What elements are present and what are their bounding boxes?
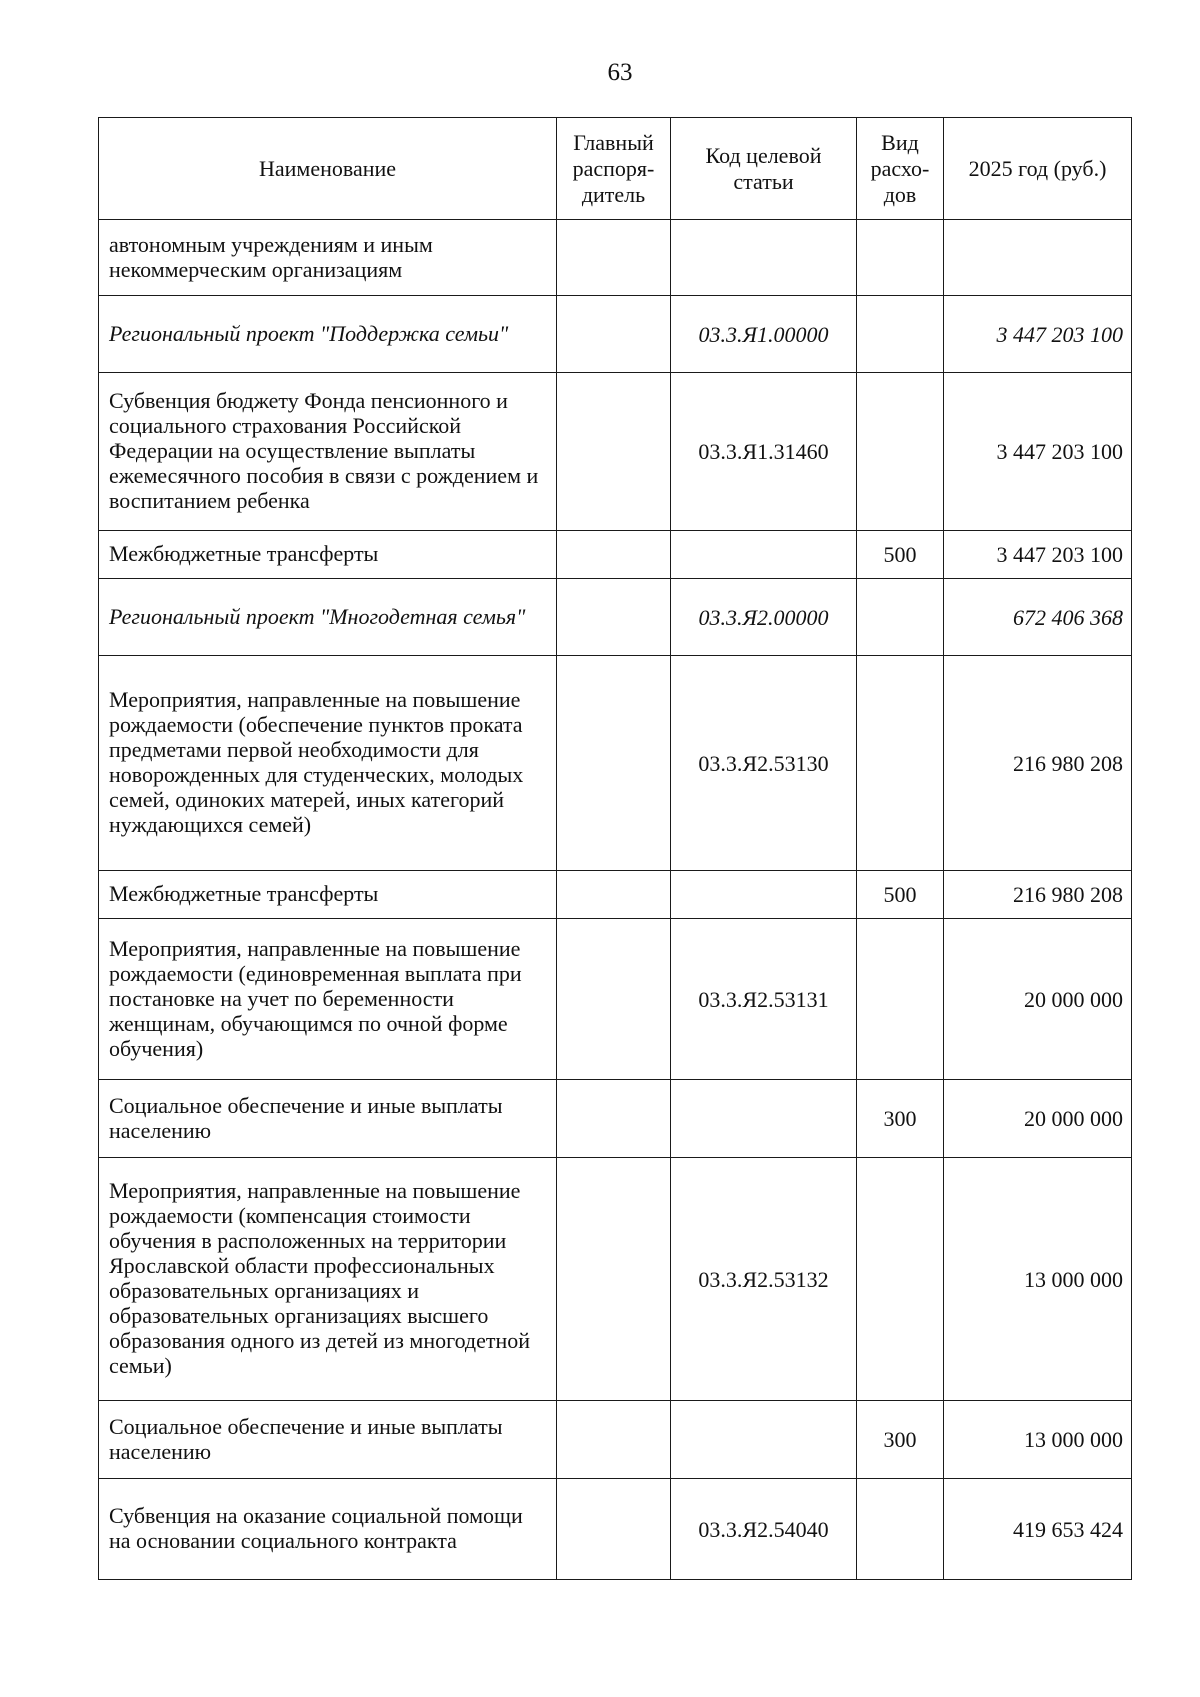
table-row xyxy=(99,919,1132,1080)
row-sum: 3 447 203 100 xyxy=(944,296,1132,373)
table-row xyxy=(99,871,1132,919)
row-sum xyxy=(944,220,1132,296)
table-row xyxy=(99,296,1132,373)
row-main-manager xyxy=(557,871,671,919)
row-target-code: 03.3.Я2.53132 xyxy=(671,1158,857,1401)
row-main-manager xyxy=(557,1401,671,1479)
row-expense-type xyxy=(857,919,944,1080)
row-main-manager xyxy=(557,579,671,656)
row-name: Региональный проект "Поддержка семьи" xyxy=(99,296,557,373)
row-name: Мероприятия, направленные на повышение рождаемости (компенсация стоимости обучения в расположенных на территории Ярославской области профессиональных образовательных организациях и образовательных организациях высшего образования одного из детей из многодетной семьи) xyxy=(99,1158,557,1401)
row-sum: 3 447 203 100 xyxy=(944,531,1132,579)
table-row xyxy=(99,579,1132,656)
header-target-code: Код целевой статьи xyxy=(671,118,857,220)
table-row xyxy=(99,1080,1132,1158)
header-main-manager: Главный распоря-дитель xyxy=(557,118,671,220)
row-sum: 20 000 000 xyxy=(944,1080,1132,1158)
row-name: Региональный проект "Многодетная семья" xyxy=(99,579,557,656)
row-name: автономным учреждениям и иным некоммерческим организациям xyxy=(99,220,557,296)
header-year-sum: 2025 год (руб.) xyxy=(944,118,1132,220)
row-name: Субвенция бюджету Фонда пенсионного и социального страхования Российской Федерации на осуществление выплаты ежемесячного пособия в связи с рождением и воспитанием ребенка xyxy=(99,373,557,531)
table-row xyxy=(99,220,1132,296)
row-expense-type xyxy=(857,579,944,656)
header-name: Наименование xyxy=(99,118,557,220)
row-sum: 216 980 208 xyxy=(944,656,1132,871)
row-target-code: 03.3.Я2.53130 xyxy=(671,656,857,871)
row-target-code: 03.3.Я2.53131 xyxy=(671,919,857,1080)
row-expense-type xyxy=(857,1479,944,1580)
row-main-manager xyxy=(557,1080,671,1158)
row-main-manager xyxy=(557,531,671,579)
row-expense-type xyxy=(857,220,944,296)
row-target-code xyxy=(671,1080,857,1158)
page-number: 63 xyxy=(607,59,633,86)
row-sum: 13 000 000 xyxy=(944,1158,1132,1401)
row-main-manager xyxy=(557,1158,671,1401)
row-main-manager xyxy=(557,296,671,373)
row-target-code xyxy=(671,531,857,579)
row-name: Межбюджетные трансферты xyxy=(99,871,557,919)
row-expense-type xyxy=(857,296,944,373)
table-row xyxy=(99,1401,1132,1479)
budget-table xyxy=(98,117,1132,1580)
row-expense-type: 300 xyxy=(857,1401,944,1479)
row-expense-type: 500 xyxy=(857,871,944,919)
row-main-manager xyxy=(557,1479,671,1580)
row-name: Субвенция на оказание социальной помощи на основании социального контракта xyxy=(99,1479,557,1580)
row-sum: 13 000 000 xyxy=(944,1401,1132,1479)
row-name: Межбюджетные трансферты xyxy=(99,531,557,579)
row-name: Мероприятия, направленные на повышение рождаемости (единовременная выплата при постановке на учет по беременности женщинам, обучающимся по очной форме обучения) xyxy=(99,919,557,1080)
row-expense-type xyxy=(857,1158,944,1401)
row-expense-type xyxy=(857,373,944,531)
row-name: Социальное обеспечение и иные выплаты населению xyxy=(99,1080,557,1158)
row-main-manager xyxy=(557,656,671,871)
row-expense-type xyxy=(857,656,944,871)
table-row xyxy=(99,531,1132,579)
row-name: Мероприятия, направленные на повышение рождаемости (обеспечение пунктов проката предметами первой необходимости для новорожденных для студенческих, молодых семей, одиноких матерей, иных категорий нуждающихся семей) xyxy=(99,656,557,871)
table-row xyxy=(99,373,1132,531)
table-row xyxy=(99,1479,1132,1580)
row-target-code xyxy=(671,871,857,919)
header-expense-type: Вид расхо-дов xyxy=(857,118,944,220)
row-sum: 672 406 368 xyxy=(944,579,1132,656)
row-main-manager xyxy=(557,220,671,296)
row-target-code: 03.3.Я1.31460 xyxy=(671,373,857,531)
row-target-code xyxy=(671,220,857,296)
row-main-manager xyxy=(557,919,671,1080)
row-name: Социальное обеспечение и иные выплаты населению xyxy=(99,1401,557,1479)
row-expense-type: 300 xyxy=(857,1080,944,1158)
table-row xyxy=(99,1158,1132,1401)
table-row xyxy=(99,656,1132,871)
row-target-code: 03.3.Я2.00000 xyxy=(671,579,857,656)
row-expense-type: 500 xyxy=(857,531,944,579)
row-target-code: 03.3.Я2.54040 xyxy=(671,1479,857,1580)
row-target-code: 03.3.Я1.00000 xyxy=(671,296,857,373)
row-main-manager xyxy=(557,373,671,531)
row-sum: 20 000 000 xyxy=(944,919,1132,1080)
row-target-code xyxy=(671,1401,857,1479)
row-sum: 3 447 203 100 xyxy=(944,373,1132,531)
row-sum: 216 980 208 xyxy=(944,871,1132,919)
table-header-row xyxy=(99,118,1132,220)
row-sum: 419 653 424 xyxy=(944,1479,1132,1580)
